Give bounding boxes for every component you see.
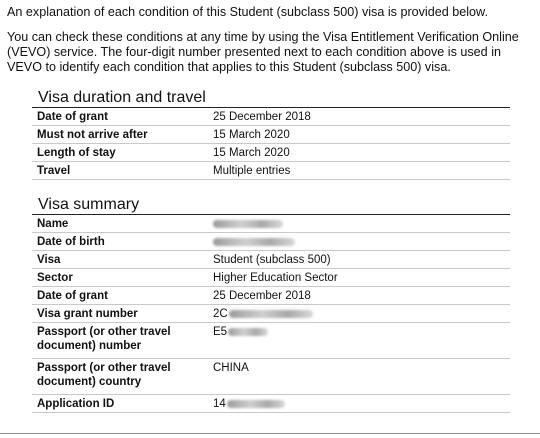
table-row: [32, 162, 510, 180]
row-value: 14: [213, 398, 226, 410]
redacted-value: [213, 238, 295, 246]
row-value: 2C: [213, 308, 228, 320]
row-label: Must not arrive after: [37, 129, 148, 141]
row-value: Multiple entries: [213, 165, 291, 177]
row-value: E5: [213, 326, 228, 338]
table-row: [32, 287, 510, 305]
row-label: Visa: [37, 254, 61, 266]
intro-paragraph: You can check these conditions at any time by using the Visa Entitlement Verification Online (VEVO) service. The four-digit number presented next to each condition above is used in VEVO to identify each condition that applies to this Student (subclass 500) visa.: [7, 30, 519, 74]
table-row: [32, 323, 510, 359]
row-value: Higher Education Sector: [213, 272, 338, 284]
redacted-value: [227, 400, 285, 408]
summary-table: [32, 215, 510, 413]
row-label: Visa grant number: [37, 308, 138, 320]
row-value: 15 March 2020: [213, 129, 290, 141]
row-label: Application ID: [37, 398, 115, 410]
section-heading-summary: Visa summary: [38, 196, 140, 213]
row-label: Date of grant: [37, 290, 108, 302]
redacted-value: [229, 310, 313, 318]
redacted-value: [228, 328, 268, 336]
table-row: [32, 215, 510, 233]
table-row: [32, 233, 510, 251]
row-label: Date of birth: [37, 236, 105, 248]
row-value: Student (subclass 500): [213, 254, 331, 266]
table-row: [32, 359, 510, 395]
table-row: [32, 305, 510, 323]
row-label: Date of grant: [37, 111, 108, 123]
row-label: Length of stay: [37, 147, 116, 159]
table-row: [32, 251, 510, 269]
row-value: 25 December 2018: [213, 111, 311, 123]
table-row: [32, 108, 510, 126]
row-label: Passport (or other travel document) number: [37, 326, 171, 352]
redacted-value: [213, 220, 283, 228]
row-label: Passport (or other travel document) country: [37, 362, 171, 388]
row-label: Travel: [37, 165, 71, 177]
row-value: 25 December 2018: [213, 290, 311, 302]
table-row: [32, 126, 510, 144]
row-value: CHINA: [213, 362, 249, 374]
table-row: [32, 269, 510, 287]
row-label: Sector: [37, 272, 73, 284]
row-label: Name: [37, 218, 69, 230]
intro-line: An explanation of each condition of this Student (subclass 500) visa is provided below.: [7, 5, 488, 19]
table-row: [32, 144, 510, 162]
row-value: 15 March 2020: [213, 147, 290, 159]
section-heading-duration: Visa duration and travel: [38, 89, 206, 106]
table-row: [32, 395, 510, 413]
duration-table: [32, 108, 510, 180]
page-bottom-divider: [0, 433, 540, 434]
